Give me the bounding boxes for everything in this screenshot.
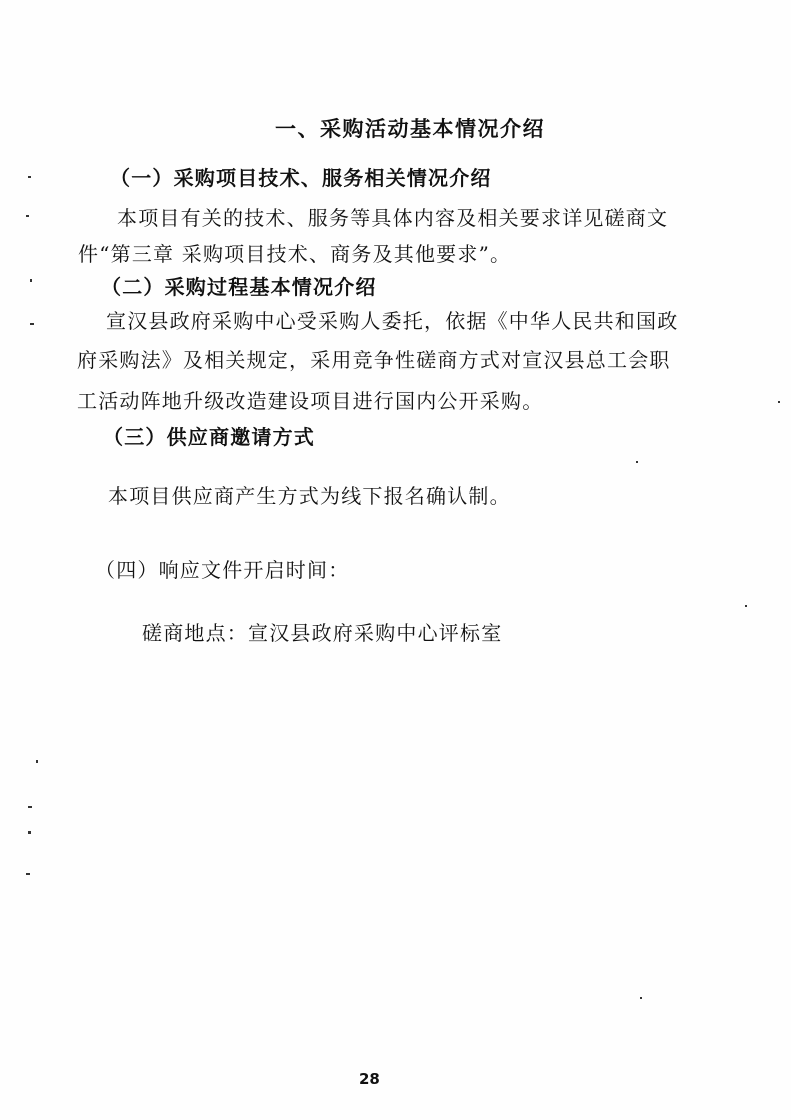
section-heading-4: （四）响应文件开启时间： bbox=[95, 558, 350, 582]
section-2-paragraph-line-2: 府采购法》及相关规定，采用竞争性磋商方式对宣汉县总工会职 bbox=[77, 348, 671, 372]
scan-speck bbox=[26, 215, 29, 217]
section-2-paragraph-line-3: 工活动阵地升级改造建设项目进行国内公开采购。 bbox=[77, 389, 544, 413]
scan-speck bbox=[778, 401, 780, 403]
section-3-paragraph: 本项目供应商产生方式为线下报名确认制。 bbox=[108, 484, 511, 508]
page-number: 28 bbox=[359, 1070, 380, 1088]
section-2-paragraph-line-1: 宣汉县政府采购中心受采购人委托，依据《中华人民共和国政 bbox=[106, 309, 679, 333]
scan-speck bbox=[745, 605, 747, 607]
section-heading-3: （三）供应商邀请方式 bbox=[103, 425, 315, 449]
section-heading-1: （一）采购项目技术、服务相关情况介绍 bbox=[110, 166, 492, 190]
section-heading-2: （二）采购过程基本情况介绍 bbox=[101, 275, 377, 299]
scan-speck bbox=[26, 873, 30, 875]
scan-speck bbox=[30, 279, 32, 282]
scan-speck bbox=[28, 176, 31, 178]
scan-speck bbox=[636, 461, 638, 463]
scan-speck bbox=[640, 997, 642, 999]
scan-speck bbox=[30, 323, 34, 325]
scan-speck bbox=[28, 806, 32, 808]
scan-speck bbox=[28, 831, 31, 834]
page-title: 一、采购活动基本情况介绍 bbox=[275, 116, 545, 141]
section-4-location: 磋商地点：宣汉县政府采购中心评标室 bbox=[142, 621, 503, 645]
section-1-paragraph-line-1: 本项目有关的技术、服务等具体内容及相关要求详见磋商文 bbox=[117, 206, 669, 230]
scan-speck bbox=[36, 760, 38, 763]
section-1-paragraph-line-2: 件“第三章 采购项目技术、商务及其他要求”。 bbox=[78, 242, 512, 266]
